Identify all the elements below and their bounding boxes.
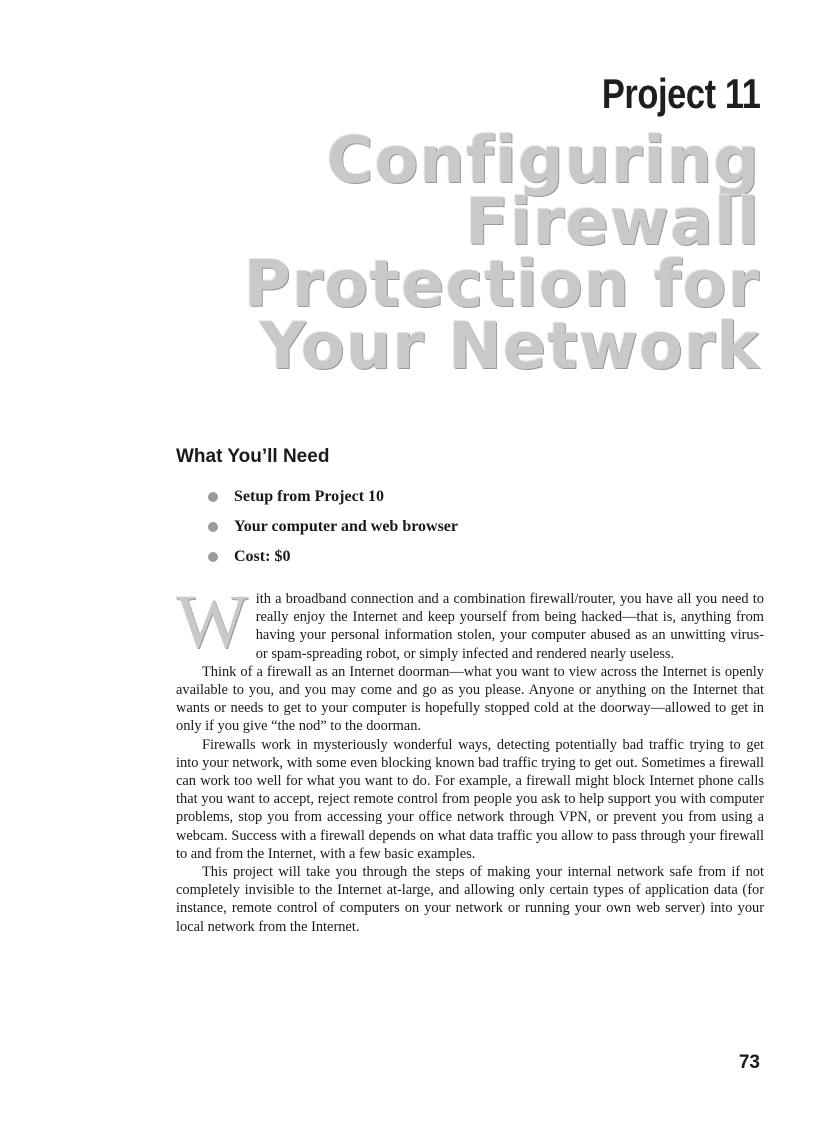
requirements-heading: What You’ll Need	[176, 446, 330, 467]
list-item	[208, 542, 766, 572]
project-label: Project 11	[601, 70, 760, 117]
requirements-list	[176, 482, 766, 572]
list-item-label: Setup from Project 10	[234, 488, 385, 505]
chapter-title-line: Firewall	[465, 186, 760, 260]
bullet-icon	[208, 522, 218, 532]
chapter-title	[243, 124, 760, 384]
requirements-section	[176, 446, 766, 572]
list-item	[208, 512, 766, 542]
bullet-icon	[208, 552, 218, 562]
list-item	[208, 482, 766, 512]
list-item-label: Cost: $0	[234, 548, 291, 565]
body-text	[176, 580, 764, 936]
paragraph-text: ith a broadband connection and a combination firewall/router, you have all you need to really enjoy the Internet and keep yourself from being hacked—that is, anything from having your personal information stolen, your computer abused as an unwitting virus- or spam-spreading robot, or simply infected and rendered nearly useless.	[255, 591, 764, 662]
paragraph	[176, 580, 764, 664]
chapter-title-line: Configuring	[326, 124, 760, 198]
list-item-label: Your computer and web browser	[234, 518, 459, 535]
chapter-title-line: Protection for	[243, 248, 760, 322]
paragraph: This project will take you through the steps of making your internal network safe from if not completely invisible to the Internet at-large, and allowing only certain types of application data (for instance, remote control of computers on your network or running your own web server) into your local network from the Internet.	[176, 864, 764, 935]
drop-cap: W	[176, 580, 248, 664]
chapter-title-line: Your Network	[259, 310, 760, 384]
paragraph: Firewalls work in mysteriously wonderful ways, detecting potentially bad traffic trying to get into your network, with some even blocking known bad traffic trying to get out. Sometimes a firewall can work too well for what you want to do. For example, a firewall might block Internet phone calls that you want to accept, reject remote control from people you ask to help support you with computer problems, stop you from accessing your office network through VPN, or prevent you from using a webcam. Success with a firewall depends on what data traffic you allow to pass through your firewall to and from the Internet, with a few basic examples.	[176, 736, 764, 862]
paragraph: Think of a firewall as an Internet doorman—what you want to view across the Internet is openly available to you, and you may come and go as you please. Anyone or anything on the Internet that wants or needs to get to your computer is hopefully stopped cold at the doorway—allowed to get in only if you give “the nod” to the doorman.	[176, 663, 764, 735]
page-number: 73	[738, 1052, 760, 1073]
bullet-icon	[208, 492, 218, 502]
